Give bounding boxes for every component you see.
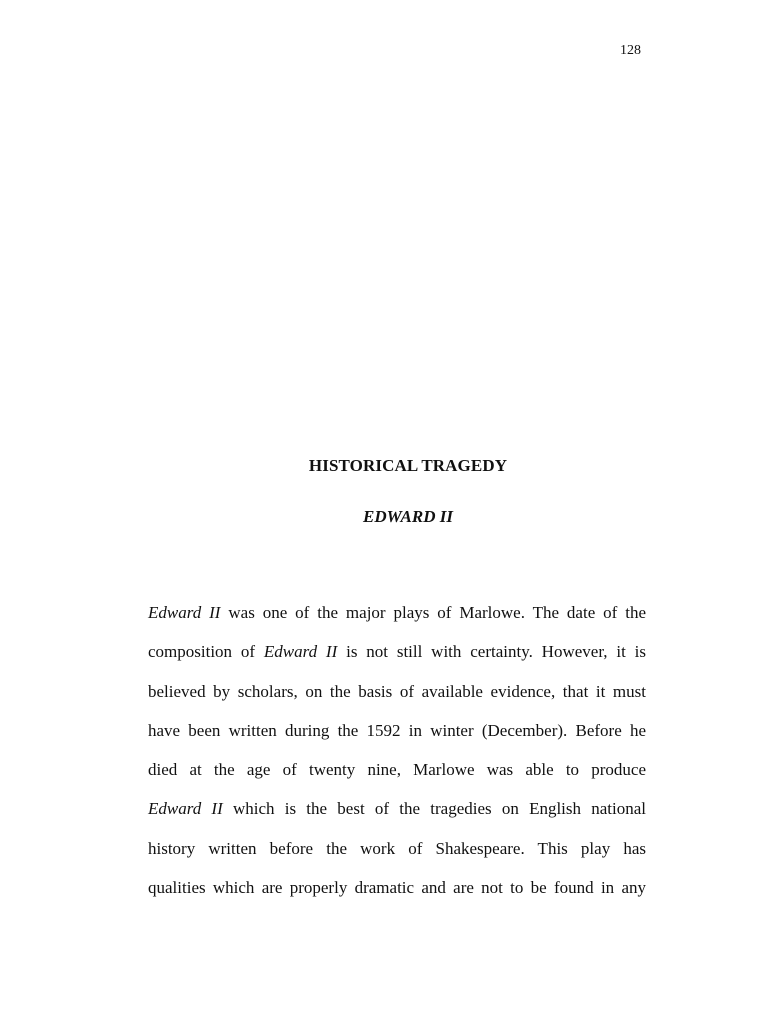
line-text: composition of xyxy=(148,642,264,662)
paragraph-line-6 xyxy=(148,789,646,828)
paragraph-line-7: history written before the work of Shakespeare. This play has xyxy=(148,838,646,858)
line-text: was one of the major plays of Marlowe. The date of the xyxy=(220,603,646,622)
paragraph-line-2 xyxy=(148,632,646,671)
paragraph-line-8: qualities which are properly dramatic and are not to be found in any xyxy=(148,878,646,898)
page-number: 128 xyxy=(620,43,641,58)
line-text: is not still with certainty. However, it is xyxy=(337,642,647,662)
play-title: Edward II xyxy=(148,603,221,622)
paragraph-line-4: have been written during the 1592 in winter (December). Before he xyxy=(148,720,646,740)
body-paragraph xyxy=(148,593,646,907)
paragraph-line-3: believed by scholars, on the basis of available evidence, that it must xyxy=(148,681,646,701)
play-title: Edward II xyxy=(263,642,338,662)
play-title: Edward II xyxy=(148,799,223,819)
paragraph-line-1 xyxy=(148,593,646,632)
paragraph-line-5: died at the age of twenty nine, Marlowe was able to produce xyxy=(148,760,646,780)
line-text: which is the best of the tragedies on English national xyxy=(222,799,647,819)
section-heading: HISTORICAL TRAGEDY xyxy=(308,456,508,475)
section-subheading: EDWARD II xyxy=(363,507,453,526)
